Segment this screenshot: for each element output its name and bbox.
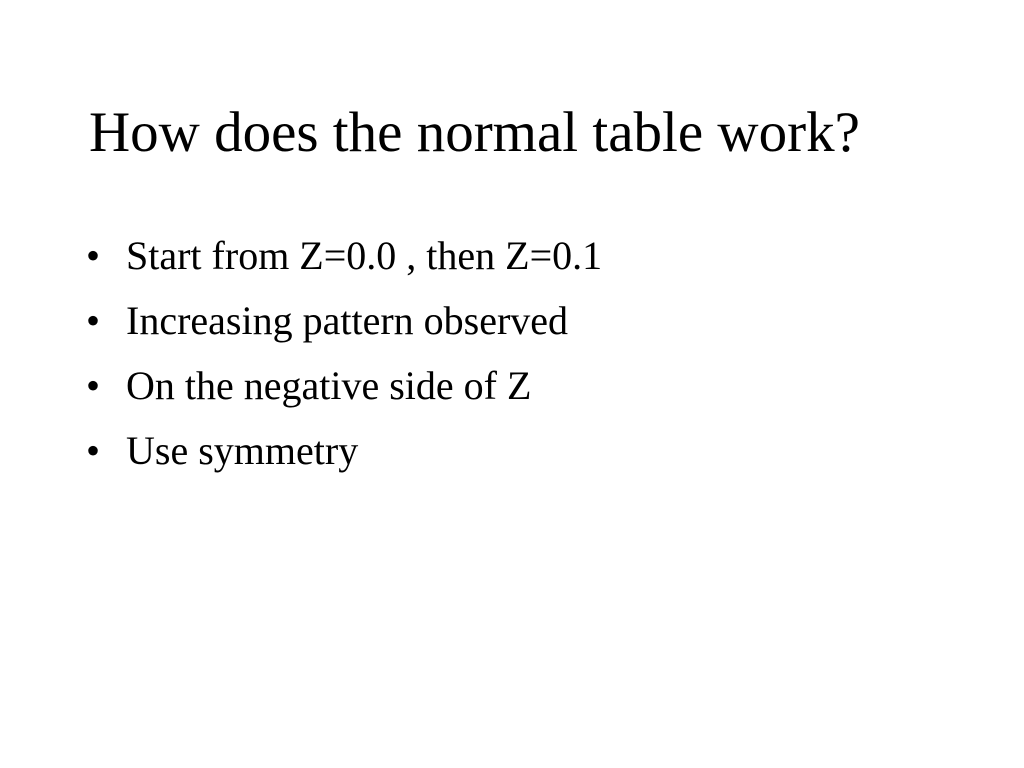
bullet-text: On the negative side of Z bbox=[126, 363, 532, 408]
slide-title: How does the normal table work? bbox=[89, 101, 860, 164]
bullet-text: Start from Z=0.0 , then Z=0.1 bbox=[126, 233, 603, 278]
bullet-item bbox=[86, 362, 602, 410]
bullet-text: Use symmetry bbox=[126, 428, 359, 473]
bullet-marker: • bbox=[86, 298, 101, 343]
bullet-marker: • bbox=[86, 363, 101, 408]
bullet-item bbox=[86, 297, 602, 345]
bullet-marker: • bbox=[86, 428, 101, 473]
bullet-marker: • bbox=[86, 233, 101, 278]
bullet-text: Increasing pattern observed bbox=[126, 298, 569, 343]
bullet-item bbox=[86, 232, 602, 280]
bullet-item bbox=[86, 427, 602, 475]
bullet-list bbox=[86, 232, 602, 492]
